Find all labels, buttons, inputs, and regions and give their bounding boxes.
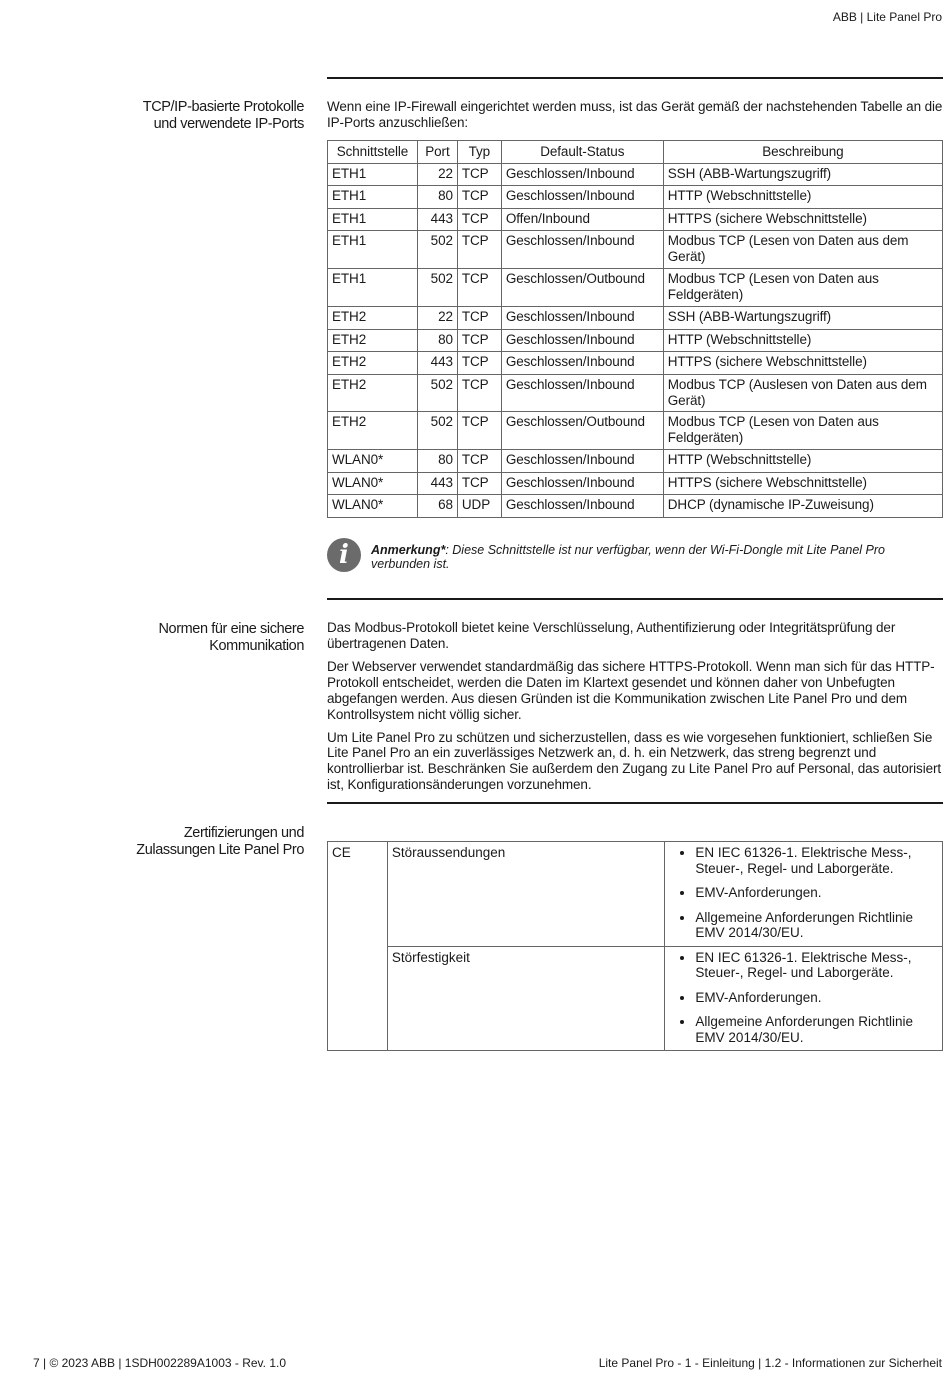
table-row	[328, 374, 943, 412]
cell-type: TCP	[457, 186, 501, 209]
table-row	[328, 186, 943, 209]
heading-line: Zertifizierungen und	[183, 825, 304, 841]
cell-interface: ETH2	[328, 352, 418, 375]
cell-type: TCP	[457, 269, 501, 307]
table-row	[328, 946, 943, 1051]
cell-description: HTTP (Webschnittstelle)	[663, 329, 942, 352]
section-heading-secure-comm	[40, 621, 304, 656]
cell-type: TCP	[457, 307, 501, 330]
cell-default-status: Geschlossen/Inbound	[501, 329, 663, 352]
col-header-type: Typ	[457, 141, 501, 164]
heading-line: und verwendete IP-Ports	[153, 116, 304, 133]
cell-port: 502	[417, 231, 457, 269]
list-item: • Allgemeine Anforderungen Richtlinie EMV 2014/30/EU.	[695, 1014, 938, 1045]
cell-interface: ETH1	[328, 231, 418, 269]
col-header-description: Beschreibung	[663, 141, 942, 164]
cell-description: Modbus TCP (Lesen von Daten aus Feldgeräten)	[663, 269, 942, 307]
table-row	[328, 269, 943, 307]
section-heading-certifications	[40, 825, 304, 860]
table-row	[328, 329, 943, 352]
section-heading-ip-ports	[40, 99, 304, 134]
cert-standards	[665, 946, 943, 1051]
col-header-interface: Schnittstelle	[328, 141, 418, 164]
cell-default-status: Geschlossen/Inbound	[501, 374, 663, 412]
cell-type: TCP	[457, 412, 501, 450]
paragraph: Das Modbus-Protokoll bietet keine Verschlüsselung, Authentifizierung oder Integritätsprüfung der übertragenen Daten.	[327, 620, 896, 651]
section-rule	[327, 598, 943, 600]
intro-paragraph: Wenn eine IP-Firewall eingerichtet werden muss, ist das Gerät gemäß der nachstehenden Tabelle an die IP-Ports anzuschließen:	[327, 99, 943, 130]
section-rule	[327, 802, 943, 804]
cell-description: HTTPS (sichere Webschnittstelle)	[663, 472, 942, 495]
col-header-port: Port	[417, 141, 457, 164]
heading-line: TCP/IP-basierte Protokolle	[142, 99, 304, 115]
table-row	[328, 208, 943, 231]
cell-type: TCP	[457, 163, 501, 186]
cell-default-status: Offen/Inbound	[501, 208, 663, 231]
certifications-table	[327, 841, 943, 1051]
cell-interface: ETH2	[328, 374, 418, 412]
table-row	[328, 495, 943, 518]
cert-standards	[665, 842, 943, 947]
cell-type: TCP	[457, 329, 501, 352]
cell-interface: WLAN0*	[328, 495, 418, 518]
list-item: • EN IEC 61326-1. Elektrische Mess-, Steuer-, Regel- und Laborgeräte.	[695, 950, 938, 981]
cell-interface: WLAN0*	[328, 450, 418, 473]
section-rule	[327, 77, 943, 79]
cell-port: 502	[417, 412, 457, 450]
cell-default-status: Geschlossen/Inbound	[501, 495, 663, 518]
cell-interface: ETH2	[328, 329, 418, 352]
cell-description: SSH (ABB-Wartungszugriff)	[663, 163, 942, 186]
col-header-default-status: Default-Status	[501, 141, 663, 164]
cert-category: Störaussendungen	[387, 842, 665, 947]
cell-port: 22	[417, 307, 457, 330]
cell-default-status: Geschlossen/Inbound	[501, 163, 663, 186]
cell-description: Modbus TCP (Lesen von Daten aus Feldgeräten)	[663, 412, 942, 450]
footer-left: 7 | © 2023 ABB | 1SDH002289A1003 - Rev. 1.0	[33, 1356, 287, 1370]
cell-port: 502	[417, 269, 457, 307]
table-row	[328, 307, 943, 330]
standards-list	[669, 845, 938, 941]
note-text	[371, 543, 943, 572]
cert-category: Störfestigkeit	[387, 946, 665, 1051]
cell-description: HTTP (Webschnittstelle)	[663, 450, 942, 473]
list-item: • EMV-Anforderungen.	[695, 990, 938, 1006]
cell-description: HTTPS (sichere Webschnittstelle)	[663, 352, 942, 375]
cell-description: HTTP (Webschnittstelle)	[663, 186, 942, 209]
cell-type: TCP	[457, 472, 501, 495]
list-item: • Allgemeine Anforderungen Richtlinie EMV 2014/30/EU.	[695, 910, 938, 941]
cell-port: 22	[417, 163, 457, 186]
cell-description: SSH (ABB-Wartungszugriff)	[663, 307, 942, 330]
cell-interface: ETH1	[328, 186, 418, 209]
footer-right: Lite Panel Pro - 1 - Einleitung | 1.2 - Informationen zur Sicherheit	[598, 1356, 942, 1370]
list-item: • EMV-Anforderungen.	[695, 885, 938, 901]
cell-default-status: Geschlossen/Inbound	[501, 307, 663, 330]
cell-interface: ETH1	[328, 269, 418, 307]
info-icon: i	[327, 538, 361, 572]
cell-default-status: Geschlossen/Outbound	[501, 412, 663, 450]
table-row	[328, 231, 943, 269]
cell-interface: ETH2	[328, 412, 418, 450]
cell-interface: ETH1	[328, 163, 418, 186]
cell-default-status: Geschlossen/Inbound	[501, 186, 663, 209]
table-row	[328, 352, 943, 375]
table-row	[328, 163, 943, 186]
paragraph: Der Webserver verwendet standardmäßig das sichere HTTPS-Protokoll. Wenn man sich für das HTTP-Protokoll entscheidet, werden die Daten im Klartext gesendet und können daher von Unbefugten abgefangen werden. Aus diesen Gründen ist die Kommunikation zwischen Lite Panel Pro und dem Kontrollsystem nicht völlig sicher.	[327, 658, 935, 722]
cell-type: TCP	[457, 208, 501, 231]
heading-line: Kommunikation	[209, 638, 304, 655]
cell-default-status: Geschlossen/Outbound	[501, 269, 663, 307]
cell-interface: ETH2	[328, 307, 418, 330]
standards-list	[669, 950, 938, 1046]
cell-type: TCP	[457, 450, 501, 473]
table-row	[328, 412, 943, 450]
cell-type: TCP	[457, 374, 501, 412]
table-header-row	[328, 141, 943, 164]
cell-default-status: Geschlossen/Inbound	[501, 450, 663, 473]
cell-description: Modbus TCP (Lesen von Daten aus dem Gerät)	[663, 231, 942, 269]
cell-type: TCP	[457, 352, 501, 375]
note-label: Anmerkung*	[371, 543, 446, 557]
cell-type: UDP	[457, 495, 501, 518]
cell-port: 80	[417, 329, 457, 352]
cell-default-status: Geschlossen/Inbound	[501, 472, 663, 495]
cell-interface: WLAN0*	[328, 472, 418, 495]
cell-port: 68	[417, 495, 457, 518]
paragraph: Um Lite Panel Pro zu schützen und sicherzustellen, dass es wie vorgesehen funktioniert, schließen Sie Lite Panel Pro an ein zuverlässiges Netzwerk an, d. h. ein Netzwerk, das streng begrenzt und kontrollierbar ist. Beschränken Sie außerdem den Zugang zu Lite Panel Pro auf Personal, das autorisiert ist, Konfigurationsänderungen vorzunehmen.	[327, 729, 942, 793]
running-header: ABB | Lite Panel Pro	[832, 10, 942, 24]
cell-default-status: Geschlossen/Inbound	[501, 352, 663, 375]
table-row	[328, 450, 943, 473]
cell-port: 443	[417, 352, 457, 375]
heading-line: Normen für eine sichere	[158, 621, 304, 637]
cell-port: 443	[417, 208, 457, 231]
ip-ports-table	[327, 140, 943, 518]
table-row	[328, 842, 943, 947]
cell-description: Modbus TCP (Auslesen von Daten aus dem Gerät)	[663, 374, 942, 412]
ip-ports-intro	[327, 99, 943, 138]
cell-port: 80	[417, 186, 457, 209]
cell-description: DHCP (dynamische IP-Zuweisung)	[663, 495, 942, 518]
note-body: : Diese Schnittstelle ist nur verfügbar, wenn der Wi-Fi-Dongle mit Lite Panel Pro verbunden ist.	[371, 543, 885, 572]
ce-mark-cell: CE	[328, 842, 388, 1051]
cell-default-status: Geschlossen/Inbound	[501, 231, 663, 269]
cell-port: 80	[417, 450, 457, 473]
cell-port: 443	[417, 472, 457, 495]
secure-comm-body	[327, 620, 943, 800]
heading-line: Zulassungen Lite Panel Pro	[136, 842, 304, 859]
cell-port: 502	[417, 374, 457, 412]
table-row	[328, 472, 943, 495]
cell-description: HTTPS (sichere Webschnittstelle)	[663, 208, 942, 231]
list-item: • EN IEC 61326-1. Elektrische Mess-, Steuer-, Regel- und Laborgeräte.	[695, 845, 938, 876]
cell-interface: ETH1	[328, 208, 418, 231]
cell-type: TCP	[457, 231, 501, 269]
